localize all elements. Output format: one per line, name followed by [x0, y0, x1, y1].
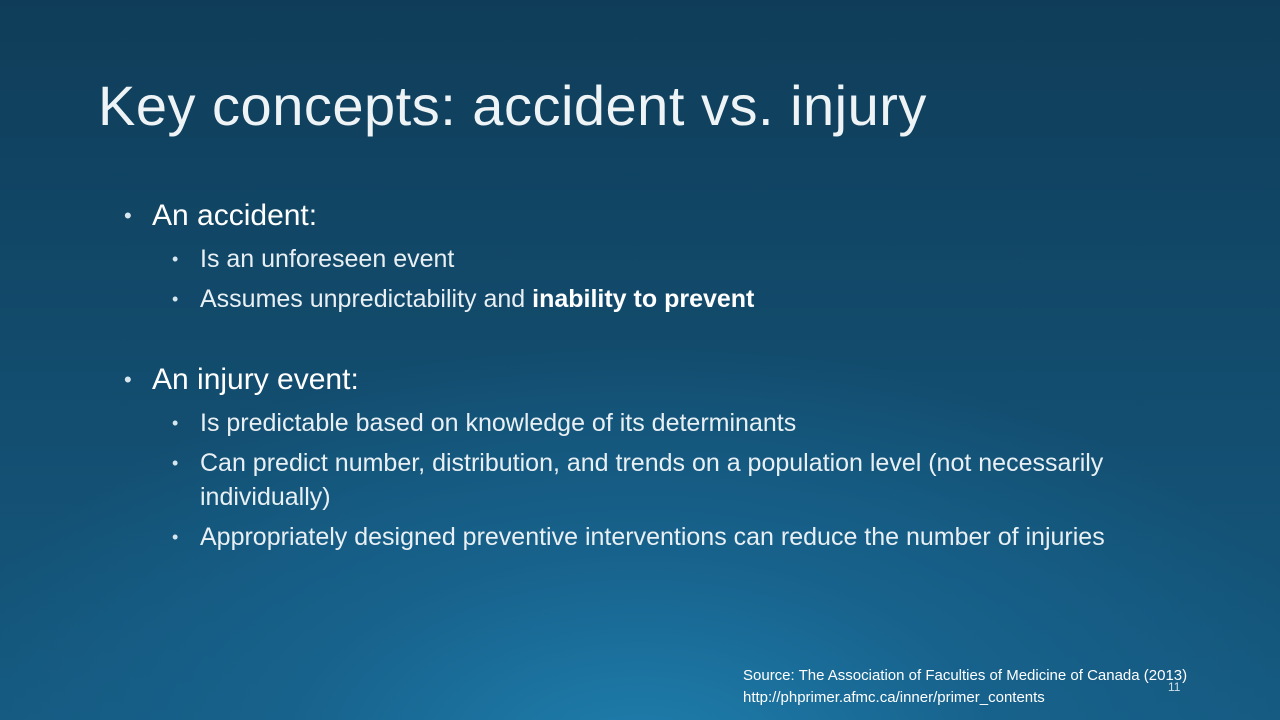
section-injury-event [124, 360, 1204, 554]
sub-bullet [172, 242, 1204, 276]
bullet-dot-icon: • [172, 413, 179, 433]
section-accident [124, 196, 1204, 316]
bullet-heading-text: An accident: [152, 199, 318, 232]
bullet-heading [124, 196, 1204, 236]
sub-bullet-text: Is predictable based on knowledge of its determinants [200, 409, 797, 437]
slide-title: Key concepts: accident vs. injury [98, 74, 927, 137]
bullet-dot-icon: • [124, 203, 132, 228]
bullet-dot-icon: • [172, 453, 179, 473]
sub-bullet-text: Is an unforeseen event [200, 245, 455, 273]
source-url: http://phprimer.afmc.ca/inner/primer_contents [743, 689, 1045, 706]
source-text: Source: The Association of Faculties of Medicine of Canada (2013) [743, 667, 1188, 684]
bullet-dot-icon: • [172, 249, 179, 269]
bullet-dot-icon: • [172, 289, 179, 309]
sub-bullet [172, 446, 1204, 514]
page-number: 11 [1168, 680, 1181, 694]
sub-bullet-text: Assumes unpredictability and [200, 285, 533, 313]
sub-bullet-text: Can predict number, distribution, and trends on a population level (not necessarily individually) [200, 449, 1104, 511]
source-citation [743, 665, 1187, 709]
sub-bullet [172, 520, 1204, 554]
bullet-heading [124, 360, 1204, 400]
bullet-heading-text: An injury event: [152, 363, 359, 396]
bullet-dot-icon: • [124, 367, 132, 392]
bullet-list [124, 196, 1204, 598]
bullet-dot-icon: • [172, 527, 179, 547]
sub-bullet-text: Appropriately designed preventive interventions can reduce the number of injuries [200, 523, 1105, 551]
sub-bullet [172, 406, 1204, 440]
sub-bullet [172, 282, 1204, 316]
sub-bullet-bold-text: inability to prevent [532, 285, 755, 313]
